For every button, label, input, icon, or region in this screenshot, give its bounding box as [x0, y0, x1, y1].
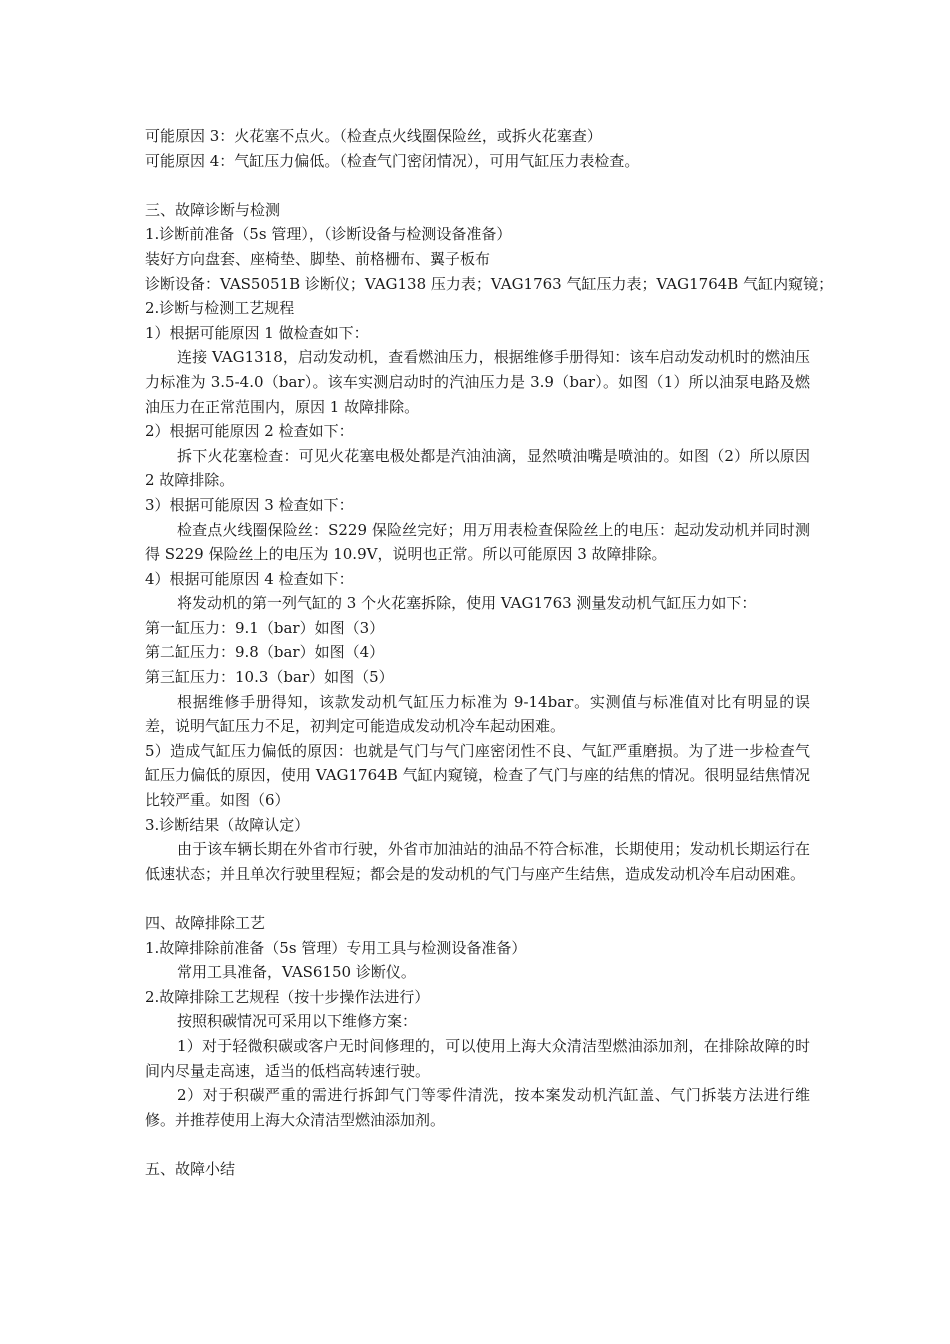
check-4-heading: 4）根据可能原因 4 检查如下：	[145, 569, 354, 588]
cylinder-2-pressure: 第二缸压力：9.8（bar）如图（4）	[145, 643, 385, 662]
repair-option-2: 2）对于积碳严重的需进行拆卸气门等零件清洗，按本案发动机汽缸盖、气门拆装方法进行维修。并推荐使用上海大众清洁型燃油添加剂。	[145, 1086, 810, 1129]
section-3-heading: 三、故障诊断与检测	[145, 200, 281, 219]
blank-line	[145, 173, 810, 198]
check-2-heading: 2）根据可能原因 2 检查如下：	[145, 422, 354, 441]
cause-3-text: 可能原因 3：火花塞不点火。（检查点火线圈保险丝，或拆火花塞查）	[145, 127, 602, 145]
repair-procedure-intro: 按照积碳情况可采用以下维修方案：	[177, 1012, 418, 1031]
section-4-heading: 四、故障排除工艺	[145, 914, 266, 932]
check-4-body: 将发动机的第一列气缸的 3 个火花塞拆除，使用 VAG1763 测量发动机气缸压力如下：	[177, 594, 757, 613]
check-3-heading: 3）根据可能原因 3 检查如下：	[145, 495, 354, 514]
check-5-text: 5）造成气缸压力偏低的原因：也就是气门与气门座密闭性不良、气缸严重磨损。为了进一步检查气缸压力偏低的原因，使用 VAG1764B 气缸内窥镜，检查了气门与座的结焦的情况。很明显结焦情况比较严重。如图（6）	[145, 741, 810, 810]
document-body	[145, 124, 834, 1182]
check-1-body: 连接 VAG1318，启动发动机，查看燃油压力，根据维修手册得知：该车启动发动机时的燃油压力标准为 3.5-4.0（bar）。该车实测启动时的汽油压力是 3.9（bar）。如图（1）所以油泵电路及燃油压力在正常范围内，原因 1 故障排除。	[145, 348, 810, 416]
blank-line	[145, 1132, 810, 1157]
section-5-heading: 五、故障小结	[145, 1159, 236, 1178]
diagnosis-result-body: 由于该车辆长期在外省市行驶，外省市加油站的油品不符合标准，长期使用；发动机长期运行在低速状态；并且单次行驶里程短；都会是的发动机的气门与座产生结焦，造成发动机冷车启动困难。	[145, 840, 810, 883]
prep-equipment-text: 诊断设备：VAS5051B 诊断仪；VAG138 压力表；VAG1763 气缸压力表；VAG1764B 气缸内窥镜；	[145, 274, 834, 293]
check-2-body: 拆下火花塞检查：可见火花塞电极处都是汽油油滴，显然喷油嘴是喷油的。如图（2）所以原因 2 故障排除。	[145, 446, 810, 490]
repair-option-1: 1）对于轻微积碳或客户无时间修理的，可以使用上海大众清洁型燃油添加剂，在排除故障的时间内尽量走高速，适当的低档高转速行驶。	[145, 1036, 810, 1080]
diagnosis-result-heading: 3.诊断结果（故障认定）	[145, 815, 310, 834]
cause-4-text: 可能原因 4：气缸压力偏低。（检查气门密闭情况），可用气缸压力表检查。	[145, 151, 640, 170]
repair-prep-body: 常用工具准备，VAS6150 诊断仪。	[177, 963, 416, 982]
prep-heading: 1.诊断前准备（5s 管理），（诊断设备与检测设备准备）	[145, 225, 512, 244]
check-1-heading: 1）根据可能原因 1 做检查如下：	[145, 323, 369, 342]
repair-prep-heading: 1.故障排除前准备（5s 管理）专用工具与检测设备准备）	[145, 938, 527, 957]
check-4-conclusion: 根据维修手册得知，该款发动机气缸压力标准为 9-14bar。实测值与标准值对比有明显的误差，说明气缸压力不足，初判定可能造成发动机冷车起动困难。	[145, 692, 810, 736]
blank-line	[145, 886, 810, 911]
prep-protection-text: 装好方向盘套、座椅垫、脚垫、前格栅布、翼子板布	[145, 249, 491, 268]
cylinder-3-pressure: 第三缸压力：10.3（bar）如图（5）	[145, 668, 394, 687]
procedure-heading: 2.诊断与检测工艺规程	[145, 299, 295, 318]
repair-procedure-heading: 2.故障排除工艺规程（按十步操作法进行）	[145, 987, 430, 1006]
cylinder-1-pressure: 第一缸压力：9.1（bar）如图（3）	[145, 618, 385, 637]
check-3-body: 检查点火线圈保险丝：S229 保险丝完好；用万用表检查保险丝上的电压：起动发动机并同时测得 S229 保险丝上的电压为 10.9V，说明也正常。所以可能原因 3 故障排除。	[145, 520, 810, 564]
